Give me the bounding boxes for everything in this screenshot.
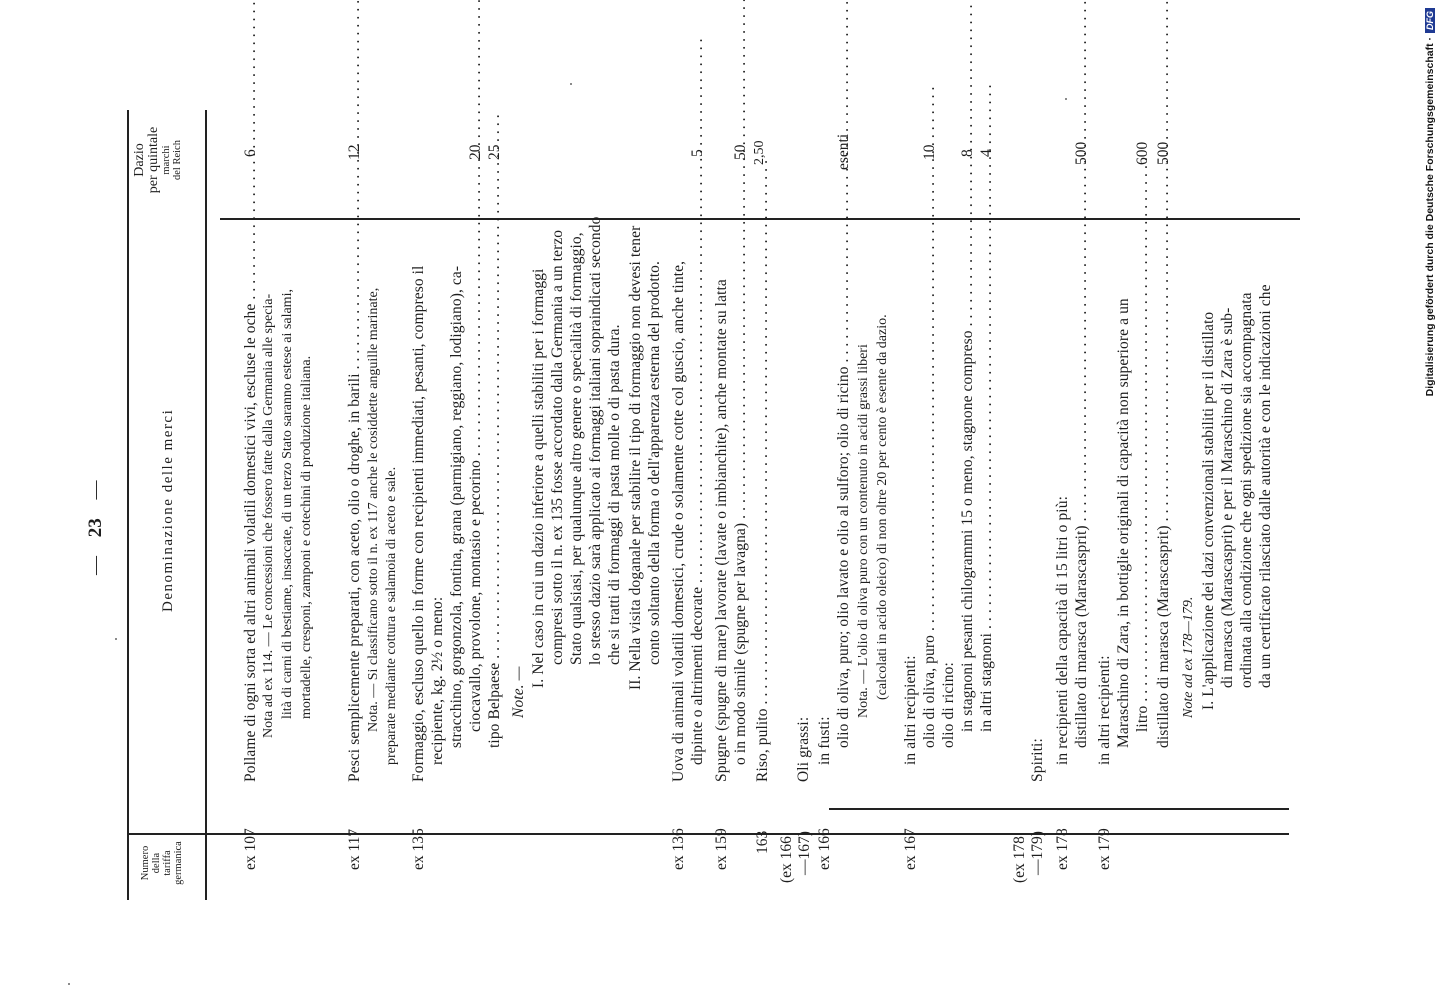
duty-value: 12 (346, 144, 363, 160)
duty-value: 5 (689, 149, 706, 157)
duty-value: 6 (242, 149, 259, 157)
duty-value: 600 (1134, 141, 1151, 165)
goods-line: in altri recipienti: (1096, 655, 1113, 765)
goods-note-line: Stato qualsiasi, per qualunque altro genere o specialità di formaggio, (568, 232, 585, 665)
tariff-number: ex 179 (1096, 828, 1113, 870)
header-numero: Numero della tariffa germanica (140, 841, 184, 885)
tariff-number: ex 178 (1054, 828, 1071, 870)
goods-line: olio di oliva, puro; olio lavato e olio al sulforo; olio di ricino . . . (835, 237, 853, 748)
page-number: 23 (85, 518, 106, 538)
goods-line: Pollame di ogni sorta ed altri animali volatili domestici vivi, escluse le oche . . . (242, 237, 260, 782)
goods-line: Uova di animali volatili domestici, crude o solamente cotte col guscio, anche tinte, (670, 260, 687, 782)
tariff-number: 163 (754, 830, 771, 854)
goods-line: Spiriti: (1029, 738, 1046, 782)
duty-value: 50 (732, 144, 749, 160)
scan-speck (68, 983, 70, 985)
tariff-number: ex 135 (410, 828, 427, 870)
goods-note-line: I. L'applicazione dei dazi convenzionali stabiliti per il distillato (1200, 311, 1217, 710)
dfg-logo: DFG (1425, 8, 1435, 33)
goods-note-line: Nota. — L'olio di oliva puro con un contenuto in acidi grassi liberi (856, 344, 871, 718)
tariff-number: ex 107 (242, 828, 259, 870)
goods-note-line: conto soltanto della forma o dell'apparenza esterna del prodotto. (646, 261, 663, 665)
goods-line: litro . . . (1134, 237, 1152, 732)
goods-note-line: Note. — (510, 666, 527, 718)
goods-line: Formaggio, escluso quello in forme con recipienti immediati, pesanti, compreso il (410, 265, 427, 782)
goods-line: in fusti: (816, 716, 833, 765)
goods-line: recipiente, kg. 2½ o meno: (429, 596, 446, 765)
duty-value: esenti (835, 133, 852, 170)
tariff-number: ex 117 (346, 828, 363, 870)
duty-value: 500 (1155, 141, 1172, 165)
goods-note-line: II. Nella visita doganale per stabilire il tipo di formaggio non devesi tener (627, 225, 644, 690)
column-rule-1 (127, 833, 1289, 835)
tariff-number: ex 167 (902, 828, 919, 870)
goods-line: tipo Belpaese . . . (486, 237, 504, 748)
goods-note-line: Nota. — Si classificano sotto il n. ex 117 anche le cosiddette anguille marinate, (366, 287, 381, 732)
duty-value: 25 (486, 144, 503, 160)
goods-line: ciocavallo, provolone, montasio e pecorino . . . (467, 237, 485, 732)
goods-line: in recipienti della capacità di 15 litri o più: (1054, 496, 1071, 765)
goods-line: olio di oliva, puro . . . (921, 237, 939, 748)
tariff-number: —167) (796, 831, 813, 875)
tariff-number: (ex 178 (1011, 836, 1028, 883)
goods-line: Maraschino di Zara, in bottiglie originali di capacità non superiore a un (1115, 298, 1132, 748)
duty-value: 10 (921, 144, 938, 160)
goods-line: Pesci semplicemente preparati, con aceto, olio o droghe, in barili . . . (346, 237, 364, 782)
goods-note-line: mortadelle, cresponi, zamponi e cotechini di produzione italiana. (299, 355, 314, 719)
goods-line: stracchino, gorgonzola, fontina, grana (parmigiano, reggiano, lodigiano), ca- (448, 265, 465, 748)
tariff-number: —179) (1029, 831, 1046, 875)
goods-line: in altri stagnoni . . . (978, 237, 996, 732)
goods-note-line: ordinata alla condizione che ogni spedizione sia accompagnata (1238, 292, 1255, 688)
goods-note-line: I. Nel caso in cui un dazio inferiore a quelli stabiliti per i formaggi (530, 268, 547, 688)
duty-value: 4 (978, 149, 995, 157)
duty-value: 2,50 (752, 140, 767, 165)
scan-speck (1065, 98, 1067, 100)
page-number-line: — 23 — (85, 480, 106, 575)
goods-note-line: di marasca (Marascasprit) e per il Maraschino di Zara è sub- (1219, 307, 1236, 688)
goods-note-line: Note ad ex 178—179. (1181, 596, 1196, 718)
header-denominazione: Denominazione delle merci (160, 408, 176, 612)
scan-speck (570, 83, 572, 85)
duty-value: 500 (1073, 141, 1090, 165)
goods-note-line: lo stesso dazio sarà applicato ai formaggi italiani sopraindicati secondo (587, 216, 604, 665)
watermark-text: Digitalisierung gefördert durch die Deutsche Forschungsgemeinschaft · (1424, 37, 1436, 397)
goods-line: Riso, pulito . . . (754, 237, 772, 782)
header-dazio: Dazio per quintale marchi del Reich (132, 126, 183, 194)
column-rule-2 (829, 808, 1289, 810)
goods-line: in stagnoni pesanti chilogrammi 15 o meno, stagnone compreso . . . (959, 237, 977, 732)
goods-note-line: Nota ad ex 114. — Le concessioni che fossero fatte dalla Germania alle specia- (261, 293, 276, 738)
goods-note-line: preparate mediante cottura e salamoia di aceto e sale. (384, 466, 399, 765)
table-top-rule (127, 110, 129, 900)
goods-line: Spugne (spugne di mare) lavorate (lavate o imbianchite), anche montate su latta (713, 279, 730, 782)
tariff-number: ex 136 (670, 828, 687, 870)
goods-line: dipinte o altrimenti decorate . . . (689, 237, 707, 765)
goods-note-line: lità di carni di bestiame, insaccate, di un terzo Stato saranno estese ai salami, (280, 289, 295, 719)
goods-line: Oli grassi: (795, 716, 812, 782)
goods-note-line: da un certificato rilasciato dalle autorità e con le indicazioni che (1257, 284, 1274, 688)
tariff-number: ex 159 (713, 828, 730, 870)
goods-line: distillato di marasca (Marascasprit) . . . (1155, 237, 1173, 748)
goods-line: o in modo simile (spugne per lavagna) . . . (732, 237, 750, 765)
header-bottom-rule (205, 110, 207, 900)
tariff-number: (ex 166 (778, 836, 795, 883)
duty-value: 20 (467, 144, 484, 160)
goods-note-line: che si tratti di formaggi di pasta molle o di pasta dura. (606, 324, 623, 665)
goods-note-line: (calcolati in acido oleico) di non oltre 20 per cento è esente da dazio. (875, 314, 890, 700)
goods-line: distillato di marasca (Marascasprit) . . . (1073, 237, 1091, 748)
scan-speck (115, 638, 117, 640)
duty-value: 8 (959, 149, 976, 157)
goods-line: olio di ricino: (940, 662, 957, 748)
goods-note-line: compresi sotto il n. ex 135 fosse accordato dalla Germania a un terzo (549, 229, 566, 665)
tariff-number: ex 166 (816, 828, 833, 870)
goods-line: in altri recipienti: (902, 655, 919, 765)
